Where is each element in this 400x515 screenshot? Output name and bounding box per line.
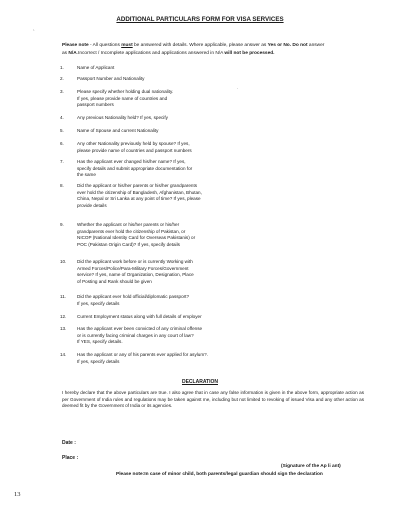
question-number: 14.	[60, 352, 67, 357]
note-text-2a: as	[62, 50, 69, 56]
question-text-line: provide details	[77, 202, 107, 208]
question-text-line: Did the applicant or his/her parents or his/her grandparents	[77, 183, 198, 188]
question-text-line: Armed Forces/Police/Para-Military Forces/Government	[77, 265, 189, 271]
question-number: 12.	[60, 314, 67, 319]
question-text-line: Name of Applicant	[77, 65, 115, 70]
question-number: 8.	[60, 183, 64, 188]
question-text-line: Any previous Nationality held? If yes, specify	[77, 115, 168, 120]
place-label: Place :	[62, 455, 79, 461]
question-text-line: Please specify whether holding dual nationality.	[77, 89, 174, 94]
question-text-line: Name of Spouse and current Nationality	[77, 128, 159, 133]
note-text-1a: - All questions	[88, 43, 122, 48]
question-number: 11.	[60, 294, 67, 299]
question-text-line: Passport Number and Nationality	[77, 76, 145, 81]
question-number: 9.	[60, 222, 64, 227]
question-text	[77, 183, 237, 209]
question-text-line: If YES, specify details.	[77, 339, 123, 345]
question-text	[77, 76, 237, 83]
question-text-line: Has the applicant or any of his parents ever applied for asylum?.	[77, 352, 208, 357]
question-text-line: passport numbers	[77, 102, 114, 108]
question-text-line: specify details and submit appropriate documentation for	[77, 165, 193, 171]
date-label: Date :	[62, 440, 76, 446]
declaration-title: DECLARATION	[181, 379, 218, 385]
question-text-line: of Posting and Rank should be given	[77, 278, 152, 284]
question-text-line: If yes, specify details	[77, 300, 120, 306]
minor-note: Please note:In case of minor child, both parents/legal guardian should sign the declaration	[116, 472, 323, 477]
question-text	[77, 326, 237, 346]
note-will-not: will not be processed.	[224, 50, 275, 56]
question-number: 13.	[60, 326, 67, 331]
note-text-1b: be answered with details. Where applicable, please answer as	[132, 43, 268, 48]
question-text-line: NICOP (National Identity Card for Overseas Pakistanis) or	[77, 235, 196, 241]
question-text-line: Has the applicant ever changed his/her name? If yes,	[77, 159, 186, 164]
question-text	[77, 128, 237, 135]
question-text	[77, 259, 237, 285]
question-number: 1.	[60, 65, 64, 70]
question-number: 4.	[60, 115, 64, 120]
question-text-line: If yes, please provide name of countries and	[77, 95, 168, 101]
note-prefix: Please note	[62, 43, 89, 48]
note-yes-no: Yes or No. Do not	[267, 43, 308, 48]
question-number: 10.	[60, 259, 67, 264]
question-number: 5.	[60, 128, 64, 133]
question-text-line: Whether the applicant or his/her parents or his/her	[77, 222, 180, 227]
question-text-line: grandparents ever hold the citizenship of Pakistan, or	[77, 228, 186, 234]
note-text-1c: answer	[307, 43, 325, 48]
declaration-body: I hereby declare that the above particulars are true. I also agree that in case any false information is given in the above form, appropriate action as per Government of India rules and regulations may be taken against me, including but not limited to revoking of issued Visa and any other action as deemed fit by the Government of India or its agencies.	[62, 390, 364, 409]
form-title: ADDITIONAL PARTICULARS FORM FOR VISA SERVICES	[116, 16, 284, 23]
signature-label: (Signature of the Ap li ant)	[281, 464, 341, 469]
question-text-line: Has the applicant ever been convicted of any criminal offense	[77, 326, 203, 331]
question-text-line: please provide name of countries and passport numbers	[77, 147, 192, 153]
note-na: N/A	[68, 50, 77, 56]
question-text-line: or is currently facing criminal charges in any court of law?	[77, 332, 194, 338]
question-text-line: Any other Nationality previously held by spouse? If yes,	[77, 141, 190, 146]
question-text-line: If yes, specify details	[77, 358, 120, 364]
question-text-line: China, Nepal or Sri Lanka at any point of time? If yes, please	[77, 196, 201, 202]
stray-mark: `	[33, 30, 35, 36]
question-text	[77, 65, 237, 72]
note-text-2b: .Incorrect / Incomplete applications and applications answered in N/A	[76, 50, 225, 56]
question-text-line: Did the applicant ever hold official/diplomatic passport?	[77, 294, 190, 299]
question-number: 3.	[60, 89, 64, 94]
question-text	[77, 89, 237, 109]
question-text-line: Current Employment status along with full details of employer	[77, 314, 202, 319]
question-text-line: Did the applicant work before or is currently Working with	[77, 259, 193, 264]
question-text-line: the same	[77, 172, 96, 178]
question-number: 6.	[60, 141, 64, 146]
question-text	[77, 222, 237, 248]
question-number: 7.	[60, 159, 64, 164]
question-text	[77, 159, 237, 179]
note-must: must	[121, 43, 133, 48]
question-text	[77, 352, 237, 365]
margin-dot: .	[237, 85, 239, 90]
question-text	[77, 115, 237, 122]
page-number: 13	[14, 491, 21, 498]
question-number: 2.	[60, 76, 64, 81]
question-text	[77, 141, 237, 154]
instructions-note	[62, 42, 362, 57]
question-text	[77, 314, 237, 321]
question-text-line: POC (Pakistan Origin Card)? If yes, specify details	[77, 241, 180, 247]
question-text-line: service? If yes, name of Organization, Designation, Place	[77, 272, 194, 278]
question-text-line: ever hold the citizenship of Bangladesh, Afghanistan, Bhutan,	[77, 189, 202, 195]
question-text	[77, 294, 237, 307]
